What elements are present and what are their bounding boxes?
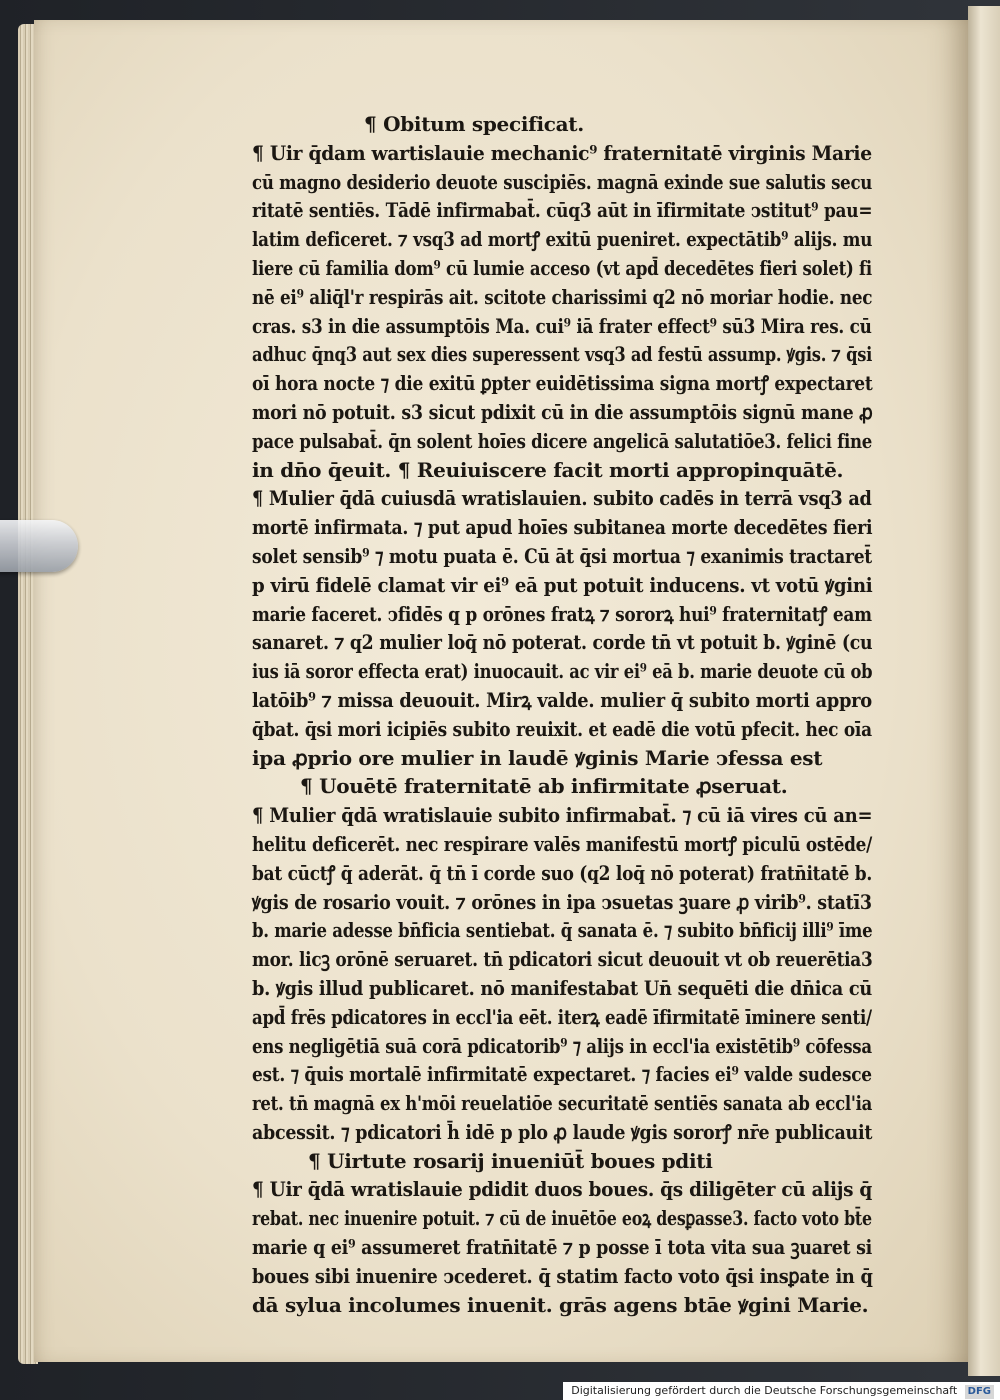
digitization-credit <box>563 1382 1000 1400</box>
section-heading: ¶ Obitum specificat. <box>364 112 584 136</box>
text-line: bat cūctꝭ q̄ aderāt. q̄ tn̄ ī corde suo (q2 loq̄ nō poterat) fratn̄itatē b. <box>252 860 873 885</box>
text-line: mortē infirmata. ⁊ put apud hoīes subitanea morte decedētes fieri <box>252 515 873 540</box>
page-text-block <box>252 110 872 1319</box>
text-line: marie faceret. ↄfidēs q p orōnes fratꝝ ⁊ sororꝝ hui⁹ fraternitatꝭ eam <box>252 601 872 626</box>
text-line: sanaret. ⁊ q2 mulier loq̄ nō poterat. corde tn̄ vt potuit b. ꝟginē (cu <box>252 630 873 655</box>
text-line: helitu deficerēt. nec respirare valēs manifestū mortꝭ piculū ostēde/ <box>252 831 873 856</box>
text-line: nē ei⁹ aliq̄l'r respirās ait. scitote charissimi q2 nō moriar hodie. nec <box>252 284 873 309</box>
text-line: latim deficeret. ⁊ vsq3 ad mortꝭ exitū pueniret. expectātib⁹ alijs. mu <box>252 227 873 252</box>
text-line: boues sibi inuenire ↄcederet. q̄ statim facto voto q̄si insꝑate in q̄ <box>252 1263 873 1288</box>
text-line: mor. licꝫ orōnē seruaret. tn̄ pdicatori sicut deuouit vt ob reuerētia3 <box>252 947 873 972</box>
text-line: liere cū familia dom⁹ cū lumie acceso (vt apd̄ decedētes fieri solet) fi <box>252 255 872 280</box>
credit-text: Digitalisierung gefördert durch die Deutsche Forschungsgemeinschaft <box>571 1384 958 1397</box>
text-line: abcessit. ⁊ pdicatori h̄ idē p plo ꝓ laude ꝟgis sororꝭ nr̄e publicauit <box>252 1119 873 1144</box>
text-line: ¶ Mulier q̄dā wratislauie subito infirmabat̄. ⁊ cū iā vires cū an= <box>252 803 873 828</box>
section-heading: ¶ Uirtute rosarij inueniūt̄ boues pditi <box>308 1148 713 1173</box>
text-line: cū magno desiderio deuote suscipiēs. magnā exinde sue salutis secu <box>252 169 873 194</box>
text-line: ritatē sentiēs. Tādē infirmabat̄. cūq3 aūt in īfirmitate ↄstitut⁹ pau= <box>252 198 873 223</box>
text-line: mori nō potuit. s3 sicut pdixit cū in die assumptōis signū mane ꝓ <box>252 399 873 424</box>
text-line: ¶ Mulier q̄dā cuiusdā wratislauien. subito cadēs in terrā vsq3 ad <box>252 486 872 511</box>
text-line: ipa ꝓprio ore mulier in laudē ꝟginis Marie ↄfessa est <box>252 745 823 770</box>
text-line: ius iā soror effecta erat) inuocauit. ac vir ei⁹ eā b. marie deuote cū ob <box>252 659 873 684</box>
dfg-logo: DFG <box>965 1385 994 1399</box>
text-line: est. ⁊ q̄uis mortalē infirmitatē expectaret. ⁊ facies ei⁹ valde sudesce <box>252 1062 872 1087</box>
text-line: rebat. nec inuenire potuit. ⁊ cū de inuētōe eoꝝ desꝑasse3. facto voto bt̄e <box>252 1206 872 1231</box>
text-line: q̄bat. q̄si mori icipiēs subito reuixit. et eadē die votū pfecit. hec oīa <box>252 716 872 741</box>
text-line: b. ꝟgis illud publicaret. nō manifestabat Un̄ sequēti die dn̄ica cū <box>252 975 873 1000</box>
text-line: in dn̄o q̄euit. ¶ Reuiuiscere facit morti appropinquātē. <box>252 457 844 482</box>
section-heading: ¶ Uouētē fraternitatē ab infirmitate ꝓseruat. <box>300 774 788 799</box>
text-line: latōib⁹ ⁊ missa deuouit. Mirꝝ valde. mulier q̄ subito morti appro <box>252 687 872 712</box>
text-line: cras. s3 in die assumptōis Ma. cui⁹ iā frater effect⁹ sū3 Mira res. cū <box>252 313 872 338</box>
text-line: apd̄ frēs pdicatores in eccl'ia eēt. iterꝝ eadē īfirmitatē īminere senti/ <box>252 1004 872 1029</box>
text-line: p virū fidelē clamat vir ei⁹ eā put potuit inducens. vt votū ꝟgini <box>252 572 873 597</box>
text-line: ¶ Uir q̄dā wratislauie pdidit duos boues. q̄s diligēter cū alijs q̄ <box>252 1177 873 1202</box>
text-line: dā sylua incolumes inuenit. grās agens btāe ꝟgini Marie. <box>252 1292 869 1317</box>
text-line: ret. tn̄ magnā ex h'mōi reuelatiōe securitatē sentiēs sanata ab eccl'ia <box>252 1091 873 1116</box>
text-line: adhuc q̄nq3 aut sex dies superessent vsq3 ad festū assump. ꝟgis. ⁊ q̄si <box>252 342 873 367</box>
text-line: ꝟgis de rosario vouit. ⁊ orōnes in ipa ↄsuetas ꝫuare ꝓ virib⁹. statī3 <box>252 889 872 914</box>
page-holder-clip <box>0 520 78 572</box>
facing-page-edge <box>968 6 1000 1376</box>
text-line: oī hora nocte ⁊ die exitū ꝑpter euidētissima signa mortꝭ expectaret <box>252 371 873 396</box>
text-line: b. marie adesse bn̄ficia sentiebat. q̄ sanata ē. ⁊ subito bn̄ficij illi⁹ īme <box>252 918 873 943</box>
text-line: ¶ Uir q̄dam wartislauie mechanic⁹ fraternitatē virginis Marie <box>252 140 872 165</box>
text-line: marie q ei⁹ assumeret fratn̄itatē ⁊ p posse ī tota vita sua ꝫuaret si <box>252 1235 873 1260</box>
text-line: ens negligētiā suā corā pdicatorib⁹ ⁊ alijs in eccl'ia existētib⁹ cōfessa <box>252 1033 872 1058</box>
text-line: solet sensib⁹ ⁊ motu puata ē. Cū āt q̄si mortua ⁊ exanimis tractaret̄ <box>252 543 872 568</box>
text-line: pace pulsabat̄. q̄n solent hoīes dicere angelicā salutatiōe3. felici fine <box>252 428 873 453</box>
